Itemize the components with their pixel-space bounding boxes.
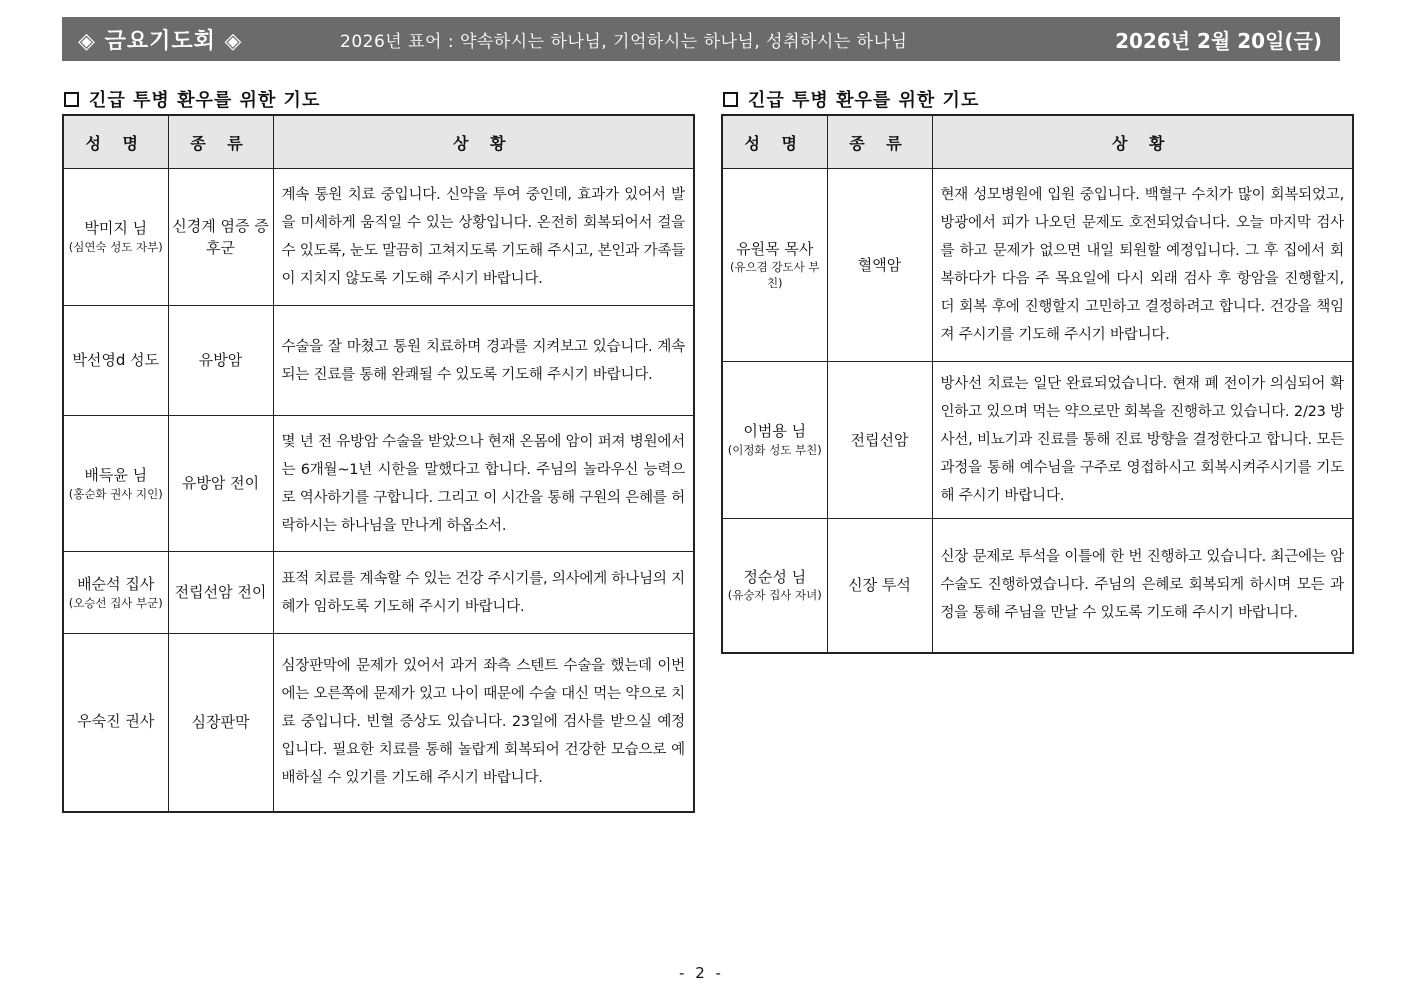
column-header-situation: 상 황 [273,115,694,169]
table-row [63,416,694,552]
column-header-kind: 종 류 [827,115,932,169]
patient-relation: (홍순화 권사 지인) [68,486,163,501]
illness-type: 신경계 염증 증후군 [168,169,273,306]
table-row [722,169,1353,362]
situation-text: 현재 성모병원에 입원 중입니다. 백혈구 수치가 많이 회복되었고, 방광에서 피가 나오던 문제도 호전되었습니다. 오늘 마지막 검사를 하고 문제가 없으면 내일 퇴원할 예정입니다. 그 후 집에서 회복하다가 다음 주 목요일에 다시 외래 검사 후 항암을 진행할지, 더 회복 후에 진행할지 고민하고 결정하려고 합니다. 건강을 책임져 주시기를 기도해 주시기 바랍니다. [932,169,1353,362]
column-header-situation: 상 황 [932,115,1353,169]
page-number: - 2 - [679,964,724,982]
patient-name: 정순성 님 [743,567,807,586]
table-row [63,169,694,306]
patient-name: 이범용 님 [743,422,807,441]
illness-type: 유방암 [168,306,273,416]
table-row [63,634,694,812]
column-header-name: 성 명 [722,115,827,169]
service-title: ◈ 금요기도회 ◈ [78,28,243,54]
situation-text: 계속 통원 치료 중입니다. 신약을 투여 중인데, 효과가 있어서 발을 미세하게 움직일 수 있는 상황입니다. 온전히 회복되어서 걸을 수 있도록, 눈도 말끔히 고쳐지도록 기도해 주시고, 본인과 가족들이 지치지 않도록 기도해 주시기 바랍니다. [273,169,694,306]
column-header-name: 성 명 [63,115,168,169]
illness-type: 전립선암 전이 [168,552,273,634]
patient-cell [722,519,827,653]
patient-relation: (이정화 성도 부친) [727,443,822,458]
patient-name: 배득윤 님 [84,465,148,484]
table-row [722,362,1353,519]
right-section-title-text: 긴급 투병 환우를 위한 기도 [748,90,980,111]
patient-relation: (심연숙 성도 자부) [68,240,163,255]
patient-name: 박선영d 성도 [72,350,160,369]
patient-name: 유원목 목사 [736,239,814,258]
illness-type: 유방암 전이 [168,416,273,552]
patient-cell [63,552,168,634]
table-row [722,519,1353,653]
patient-cell [63,634,168,812]
right-section-title [723,86,979,112]
patient-cell [63,416,168,552]
checkbox-icon [723,92,738,107]
patient-name: 우숙진 권사 [77,712,155,731]
illness-type: 전립선암 [827,362,932,519]
situation-text: 수술을 잘 마쳤고 통원 치료하며 경과를 지켜보고 있습니다. 계속되는 진료를 통해 완쾌될 수 있도록 기도해 주시기 바랍니다. [273,306,694,416]
year-motto: 2026년 표어 : 약속하시는 하나님, 기억하시는 하나님, 성취하시는 하나님 [340,31,908,52]
table-header-row [722,115,1353,169]
situation-text: 신장 문제로 투석을 이틀에 한 번 진행하고 있습니다. 최근에는 암 수술도 진행하였습니다. 주님의 은혜로 회복되게 하시며 모든 과정을 통해 주님을 만날 수 있도록 기도해 주시기 바랍니다. [932,519,1353,653]
checkbox-icon [64,92,79,107]
situation-text: 방사선 치료는 일단 완료되었습니다. 현재 폐 전이가 의심되어 확인하고 있으며 먹는 약으로만 회복을 진행하고 있습니다. 2/23 방사선, 비뇨기과 진료를 통해 진료 방향을 결정한다고 합니다. 모든 과정을 통해 예수님을 구주로 영접하시고 회복시켜주시기를 기도해 주시기 바랍니다. [932,362,1353,519]
patient-cell [63,169,168,306]
patient-name: 배순석 집사 [77,574,155,593]
right-prayer-table [721,114,1354,654]
patient-cell [722,362,827,519]
situation-text: 몇 년 전 유방암 수술을 받았으나 현재 온몸에 암이 퍼져 병원에서는 6개월~1년 시한을 말했다고 합니다. 주님의 놀라우신 능력으로 역사하기를 구합니다. 그리고 이 시간을 통해 구원의 은혜를 허락하시는 하나님을 만나게 하옵소서. [273,416,694,552]
illness-type: 혈액암 [827,169,932,362]
situation-text: 표적 치료를 계속할 수 있는 건강 주시기를, 의사에게 하나님의 지혜가 임하도록 기도해 주시기 바랍니다. [273,552,694,634]
column-header-kind: 종 류 [168,115,273,169]
situation-text: 심장판막에 문제가 있어서 과거 좌측 스텐트 수술을 했는데 이번에는 오른쪽에 문제가 있고 나이 때문에 수술 대신 먹는 약으로 치료 중입니다. 빈혈 증상도 있습니다. 23일에 검사를 받으실 예정입니다. 필요한 치료를 통해 놀랍게 회복되어 건강한 모습으로 예배하실 수 있기를 기도해 주시기 바랍니다. [273,634,694,812]
left-section-title-text: 긴급 투병 환우를 위한 기도 [89,90,321,111]
service-date: 2026년 2월 20일(금) [1115,28,1322,53]
patient-cell [63,306,168,416]
patient-cell [722,169,827,362]
patient-relation: (유숭자 집사 자녀) [727,588,822,603]
left-section-title [64,86,320,112]
left-prayer-table [62,114,695,813]
header-banner [62,17,1340,61]
illness-type: 심장판막 [168,634,273,812]
illness-type: 신장 투석 [827,519,932,653]
patient-relation: (유으겸 강도사 부친) [729,260,820,290]
table-row [63,306,694,416]
patient-name: 박미지 님 [84,219,148,238]
table-row [63,552,694,634]
patient-relation: (오승선 집사 부군) [68,595,163,610]
table-header-row [63,115,694,169]
